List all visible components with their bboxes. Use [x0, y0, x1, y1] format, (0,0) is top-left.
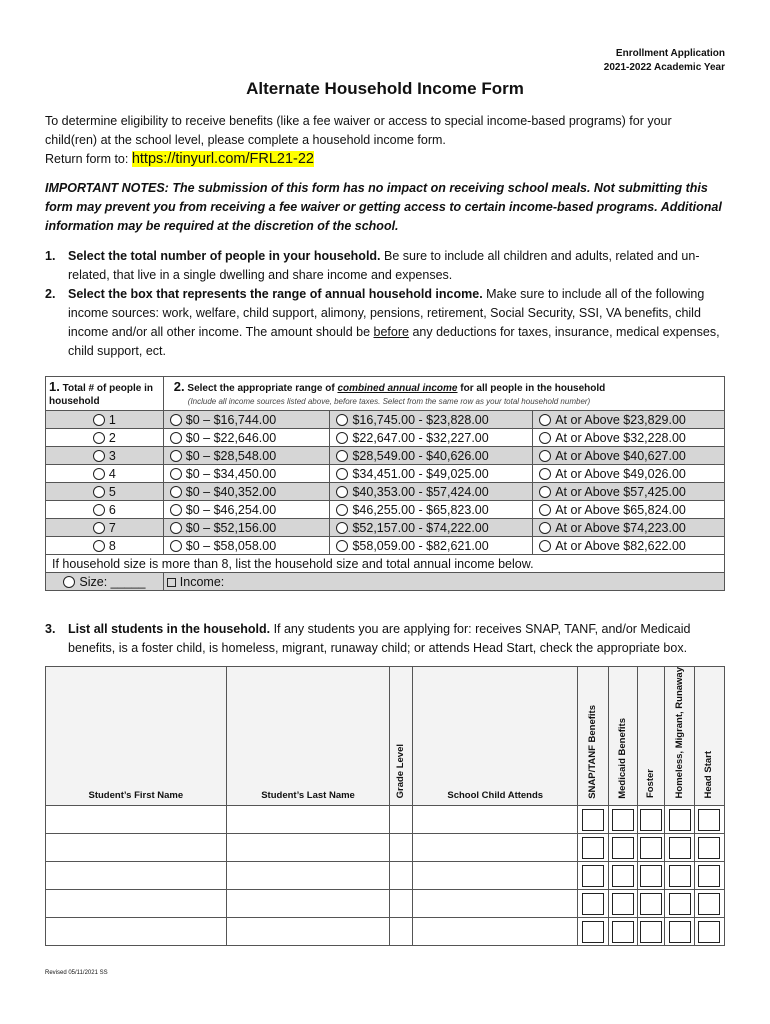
radio-button[interactable]: [336, 432, 348, 444]
instructions-list: [45, 247, 725, 361]
income-low-option[interactable]: [163, 519, 330, 537]
option-label: 1: [108, 412, 116, 427]
income-table-header: [46, 377, 725, 411]
benefit-cell: [578, 806, 609, 834]
radio-button[interactable]: [539, 504, 551, 516]
option-label: $0 – $22,646.00: [185, 430, 277, 445]
benefit-cell: [578, 862, 609, 890]
radio-button[interactable]: [170, 486, 182, 498]
column-header-label: School Child Attends: [447, 790, 544, 802]
option-label: $16,745.00 - $23,828.00: [352, 412, 489, 427]
option-label: $28,549.00 - $40,626.00: [352, 448, 489, 463]
income-low-option[interactable]: [163, 465, 330, 483]
benefit-checkbox[interactable]: [582, 921, 604, 943]
benefit-checkbox[interactable]: [698, 893, 720, 915]
income-checkbox[interactable]: [167, 578, 176, 587]
income-high-option[interactable]: [533, 465, 725, 483]
income-mid-option[interactable]: [330, 429, 533, 447]
option-label: 4: [108, 466, 116, 481]
option-label: At or Above $32,228.00: [555, 430, 686, 445]
radio-button[interactable]: [170, 432, 182, 444]
step-text: Be sure to include all children and adults, related and un-related, that live in a single dwelling and share income and expenses.: [68, 249, 700, 282]
option-label: $40,353.00 - $57,424.00: [352, 484, 489, 499]
first-name-field[interactable]: [46, 806, 227, 834]
radio-button[interactable]: [93, 504, 105, 516]
option-label: $46,255.00 - $65,823.00: [352, 502, 489, 517]
header-label: Total # of people in household: [49, 382, 153, 407]
benefit-checkbox[interactable]: [640, 921, 662, 943]
income-high-option[interactable]: [533, 501, 725, 519]
column-header-label: Medicaid Benefits: [617, 717, 629, 799]
option-label: At or Above $65,824.00: [555, 502, 686, 517]
option-label: At or Above $74,223.00: [555, 520, 686, 535]
radio-button[interactable]: [93, 522, 105, 534]
benefit-checkbox[interactable]: [582, 837, 604, 859]
header-emphasis: combined annual income: [337, 382, 458, 394]
benefit-cell: [609, 834, 638, 862]
school-field[interactable]: [413, 890, 578, 918]
benefit-checkbox[interactable]: [640, 865, 662, 887]
income-low-option[interactable]: [163, 411, 330, 429]
header-info: [604, 47, 725, 75]
school-field[interactable]: [413, 806, 578, 834]
household-size-header: [46, 377, 164, 411]
step-1: [45, 247, 725, 285]
step-heading: Select the box that represents the range of annual household income.: [68, 287, 483, 301]
radio-button[interactable]: [336, 486, 348, 498]
benefit-checkbox[interactable]: [669, 809, 691, 831]
student-row: [46, 890, 725, 918]
option-label: At or Above $49,026.00: [555, 466, 686, 481]
radio-button[interactable]: [539, 450, 551, 462]
grade-level-field[interactable]: [390, 890, 413, 918]
benefit-cell: [638, 834, 665, 862]
benefit-cell: [694, 806, 724, 834]
first-name-field[interactable]: [46, 834, 227, 862]
income-high-option[interactable]: [533, 411, 725, 429]
radio-button[interactable]: [336, 450, 348, 462]
benefit-checkbox[interactable]: [698, 837, 720, 859]
column-header-label: Student’s First Name: [88, 790, 184, 802]
size-radio[interactable]: [63, 576, 75, 588]
radio-button[interactable]: [539, 468, 551, 480]
income-mid-option[interactable]: [330, 447, 533, 465]
benefit-cell: [609, 806, 638, 834]
radio-button[interactable]: [93, 432, 105, 444]
radio-button[interactable]: [93, 540, 105, 552]
intro: [45, 112, 725, 169]
income-low-option[interactable]: [163, 501, 330, 519]
option-label: $58,059.00 - $82,621.00: [352, 538, 489, 553]
radio-button[interactable]: [93, 468, 105, 480]
school-field[interactable]: [413, 834, 578, 862]
header-label: Select the appropriate range of: [187, 382, 338, 394]
benefit-checkbox[interactable]: [612, 865, 634, 887]
benefit-checkbox[interactable]: [612, 837, 634, 859]
radio-button[interactable]: [170, 504, 182, 516]
benefit-cell: [578, 918, 609, 946]
radio-button[interactable]: [539, 414, 551, 426]
benefit-checkbox[interactable]: [582, 865, 604, 887]
income-row: [46, 501, 725, 519]
radio-button[interactable]: [539, 540, 551, 552]
step-number: 3.: [45, 622, 56, 636]
income-row: [46, 429, 725, 447]
income-high-option[interactable]: [533, 447, 725, 465]
benefit-checkbox[interactable]: [582, 809, 604, 831]
benefit-checkbox[interactable]: [698, 921, 720, 943]
benefit-cell: [638, 806, 665, 834]
benefit-cell: [609, 890, 638, 918]
step-text: Make sure to include all of the following income sources: work, welfare, child support, alimony, pensions, retirement, Social Security, SSI, VA benefits, child income and/or all other income. The amount should be: [68, 287, 705, 339]
option-label: 6: [108, 502, 116, 517]
column-header: [638, 667, 665, 806]
grade-level-field[interactable]: [390, 806, 413, 834]
income-row: [46, 465, 725, 483]
household-size-option[interactable]: [46, 519, 164, 537]
option-label: $0 – $52,156.00: [185, 520, 277, 535]
option-label: $0 – $46,254.00: [185, 502, 277, 517]
student-table-header: [46, 667, 725, 806]
benefit-cell: [578, 890, 609, 918]
step-number: 2.: [45, 287, 56, 301]
radio-button[interactable]: [93, 450, 105, 462]
benefit-checkbox[interactable]: [669, 921, 691, 943]
income-row: [46, 519, 725, 537]
option-label: $34,451.00 - $49,025.00: [352, 466, 489, 481]
option-label: At or Above $57,425.00: [555, 484, 686, 499]
option-label: At or Above $82,622.00: [555, 538, 686, 553]
revision-note: Revised 05/11/2021 SS: [45, 970, 108, 976]
household-size-option[interactable]: [46, 465, 164, 483]
income-low-option[interactable]: [163, 537, 330, 555]
income-row: [46, 483, 725, 501]
household-size-option[interactable]: [46, 501, 164, 519]
option-label: $0 – $58,058.00: [185, 538, 277, 553]
step-number: 1.: [45, 249, 56, 263]
column-header-label: Student’s Last Name: [261, 790, 355, 802]
size-label: Size: _____: [79, 574, 146, 589]
radio-button[interactable]: [539, 432, 551, 444]
income-row: [46, 411, 725, 429]
step-underline: before: [373, 325, 409, 339]
option-label: $0 – $28,548.00: [185, 448, 277, 463]
column-header-label: Head Start: [703, 750, 715, 799]
income-range-header: [163, 377, 724, 411]
radio-button[interactable]: [170, 450, 182, 462]
benefit-cell: [665, 834, 695, 862]
step-heading: List all students in the household.: [68, 622, 271, 636]
income-row: [46, 537, 725, 555]
header-line-1: Enrollment Application: [615, 48, 725, 59]
step-3: [45, 620, 725, 658]
student-row: [46, 806, 725, 834]
income-table: [45, 376, 725, 591]
column-header: [413, 667, 578, 806]
household-size-option[interactable]: [46, 447, 164, 465]
option-label: $0 – $16,744.00: [185, 412, 277, 427]
header-line-2: 2021-2022 Academic Year: [603, 62, 725, 73]
benefit-cell: [694, 834, 724, 862]
page-title: Alternate Household Income Form: [246, 79, 524, 98]
header-sub: (Include all income sources listed above, before taxes. Select from the same row as your total household number): [187, 396, 591, 406]
benefit-cell: [609, 862, 638, 890]
income-high-option[interactable]: [533, 519, 725, 537]
benefit-cell: [665, 806, 695, 834]
benefit-cell: [665, 918, 695, 946]
income-mid-option[interactable]: [330, 537, 533, 555]
benefit-cell: [638, 918, 665, 946]
intro-text: To determine eligibility to receive benefits (like a fee waiver or access to special income-based programs) for your child(ren) at the school level, please complete a household income form.: [45, 114, 672, 147]
radio-button[interactable]: [93, 486, 105, 498]
column-header: [390, 667, 413, 806]
last-name-field[interactable]: [226, 890, 390, 918]
benefit-cell: [665, 890, 695, 918]
student-row: [46, 862, 725, 890]
radio-button[interactable]: [170, 522, 182, 534]
option-label: $0 – $34,450.00: [185, 466, 277, 481]
student-row: [46, 834, 725, 862]
radio-button[interactable]: [170, 414, 182, 426]
income-label: Income:: [179, 574, 225, 589]
size-field[interactable]: [46, 573, 164, 591]
radio-button[interactable]: [93, 414, 105, 426]
return-link[interactable]: https://tinyurl.com/FRL21-22: [131, 151, 314, 167]
column-header-label: Foster: [645, 769, 657, 799]
benefit-checkbox[interactable]: [640, 809, 662, 831]
radio-button[interactable]: [539, 522, 551, 534]
income-low-option[interactable]: [163, 429, 330, 447]
grade-level-field[interactable]: [390, 834, 413, 862]
column-header-label: SNAP/TANF Benefits: [587, 704, 599, 799]
income-mid-option[interactable]: [330, 519, 533, 537]
column-header: [578, 667, 609, 806]
benefit-checkbox[interactable]: [612, 809, 634, 831]
radio-button[interactable]: [336, 468, 348, 480]
household-size-option[interactable]: [46, 537, 164, 555]
income-mid-option[interactable]: [330, 465, 533, 483]
option-label: At or Above $23,829.00: [555, 412, 686, 427]
step-text: any deductions for taxes, insurance, medical expenses, child support, ect.: [68, 325, 720, 358]
income-mid-option[interactable]: [330, 483, 533, 501]
income-low-option[interactable]: [163, 483, 330, 501]
step-2: [45, 285, 725, 361]
benefit-cell: [665, 862, 695, 890]
benefit-cell: [578, 834, 609, 862]
benefit-checkbox[interactable]: [582, 893, 604, 915]
radio-button[interactable]: [336, 414, 348, 426]
household-size-option[interactable]: [46, 411, 164, 429]
important-notes: IMPORTANT NOTES: The submission of this form has no impact on receiving school meals. Not submitting this form may prevent you from receiving a fee waiver or getting access to certain income-based programs. Additional information may be required at the discretion of the school.: [45, 181, 722, 233]
option-label: 7: [108, 520, 116, 535]
return-label: Return form to:: [45, 152, 132, 166]
income-row: [46, 447, 725, 465]
option-label: $0 – $40,352.00: [185, 484, 277, 499]
household-size-option[interactable]: [46, 483, 164, 501]
first-name-field[interactable]: [46, 918, 227, 946]
income-high-option[interactable]: [533, 537, 725, 555]
benefit-cell: [694, 862, 724, 890]
school-field[interactable]: [413, 862, 578, 890]
benefit-checkbox[interactable]: [669, 865, 691, 887]
benefit-checkbox[interactable]: [640, 837, 662, 859]
header-num: 2.: [173, 378, 185, 394]
last-name-field[interactable]: [226, 918, 390, 946]
header-label: for all people in the household: [457, 382, 606, 394]
income-low-option[interactable]: [163, 447, 330, 465]
last-name-field[interactable]: [226, 806, 390, 834]
option-label: $52,157.00 - $74,222.00: [352, 520, 489, 535]
student-row: [46, 918, 725, 946]
first-name-field[interactable]: [46, 862, 227, 890]
benefit-checkbox[interactable]: [612, 893, 634, 915]
more-than-8-note: If household size is more than 8, list the household size and total annual income below.: [46, 555, 725, 573]
income-mid-option[interactable]: [330, 501, 533, 519]
option-label: 8: [108, 538, 116, 553]
benefit-cell: [694, 890, 724, 918]
benefit-checkbox[interactable]: [698, 865, 720, 887]
first-name-field[interactable]: [46, 890, 227, 918]
column-header: [694, 667, 724, 806]
grade-level-field[interactable]: [390, 918, 413, 946]
household-size-option[interactable]: [46, 429, 164, 447]
benefit-cell: [638, 862, 665, 890]
column-header: [46, 667, 227, 806]
benefit-checkbox[interactable]: [669, 837, 691, 859]
option-label: 3: [108, 448, 116, 463]
radio-button[interactable]: [170, 540, 182, 552]
student-table: [45, 666, 725, 946]
benefit-checkbox[interactable]: [698, 809, 720, 831]
option-label: At or Above $40,627.00: [555, 448, 686, 463]
radio-button[interactable]: [336, 540, 348, 552]
grade-level-field[interactable]: [390, 862, 413, 890]
step-text: If any students you are applying for: receives SNAP, TANF, and/or Medicaid benefits, is a foster child, is homeless, migrant, runaway child; or attends Head Start, check the appropriate box.: [68, 622, 691, 655]
radio-button[interactable]: [539, 486, 551, 498]
option-label: 5: [108, 484, 116, 499]
column-header: [226, 667, 390, 806]
header-num: 1.: [49, 378, 60, 394]
last-name-field[interactable]: [226, 862, 390, 890]
income-field[interactable]: [163, 573, 724, 591]
option-label: 2: [108, 430, 116, 445]
radio-button[interactable]: [336, 522, 348, 534]
benefit-checkbox[interactable]: [669, 893, 691, 915]
last-name-field[interactable]: [226, 834, 390, 862]
benefit-cell: [609, 918, 638, 946]
column-header-label: Homeless, Migrant, Runaway: [673, 667, 685, 799]
radio-button[interactable]: [170, 468, 182, 480]
radio-button[interactable]: [336, 504, 348, 516]
column-header: [665, 667, 695, 806]
school-field[interactable]: [413, 918, 578, 946]
benefit-cell: [638, 890, 665, 918]
benefit-checkbox[interactable]: [612, 921, 634, 943]
option-label: $22,647.00 - $32,227.00: [352, 430, 489, 445]
income-high-option[interactable]: [533, 429, 725, 447]
benefit-cell: [694, 918, 724, 946]
column-header: [609, 667, 638, 806]
income-mid-option[interactable]: [330, 411, 533, 429]
benefit-checkbox[interactable]: [640, 893, 662, 915]
income-high-option[interactable]: [533, 483, 725, 501]
column-header-label: Grade Level: [395, 744, 407, 799]
step-heading: Select the total number of people in your household.: [68, 249, 381, 263]
